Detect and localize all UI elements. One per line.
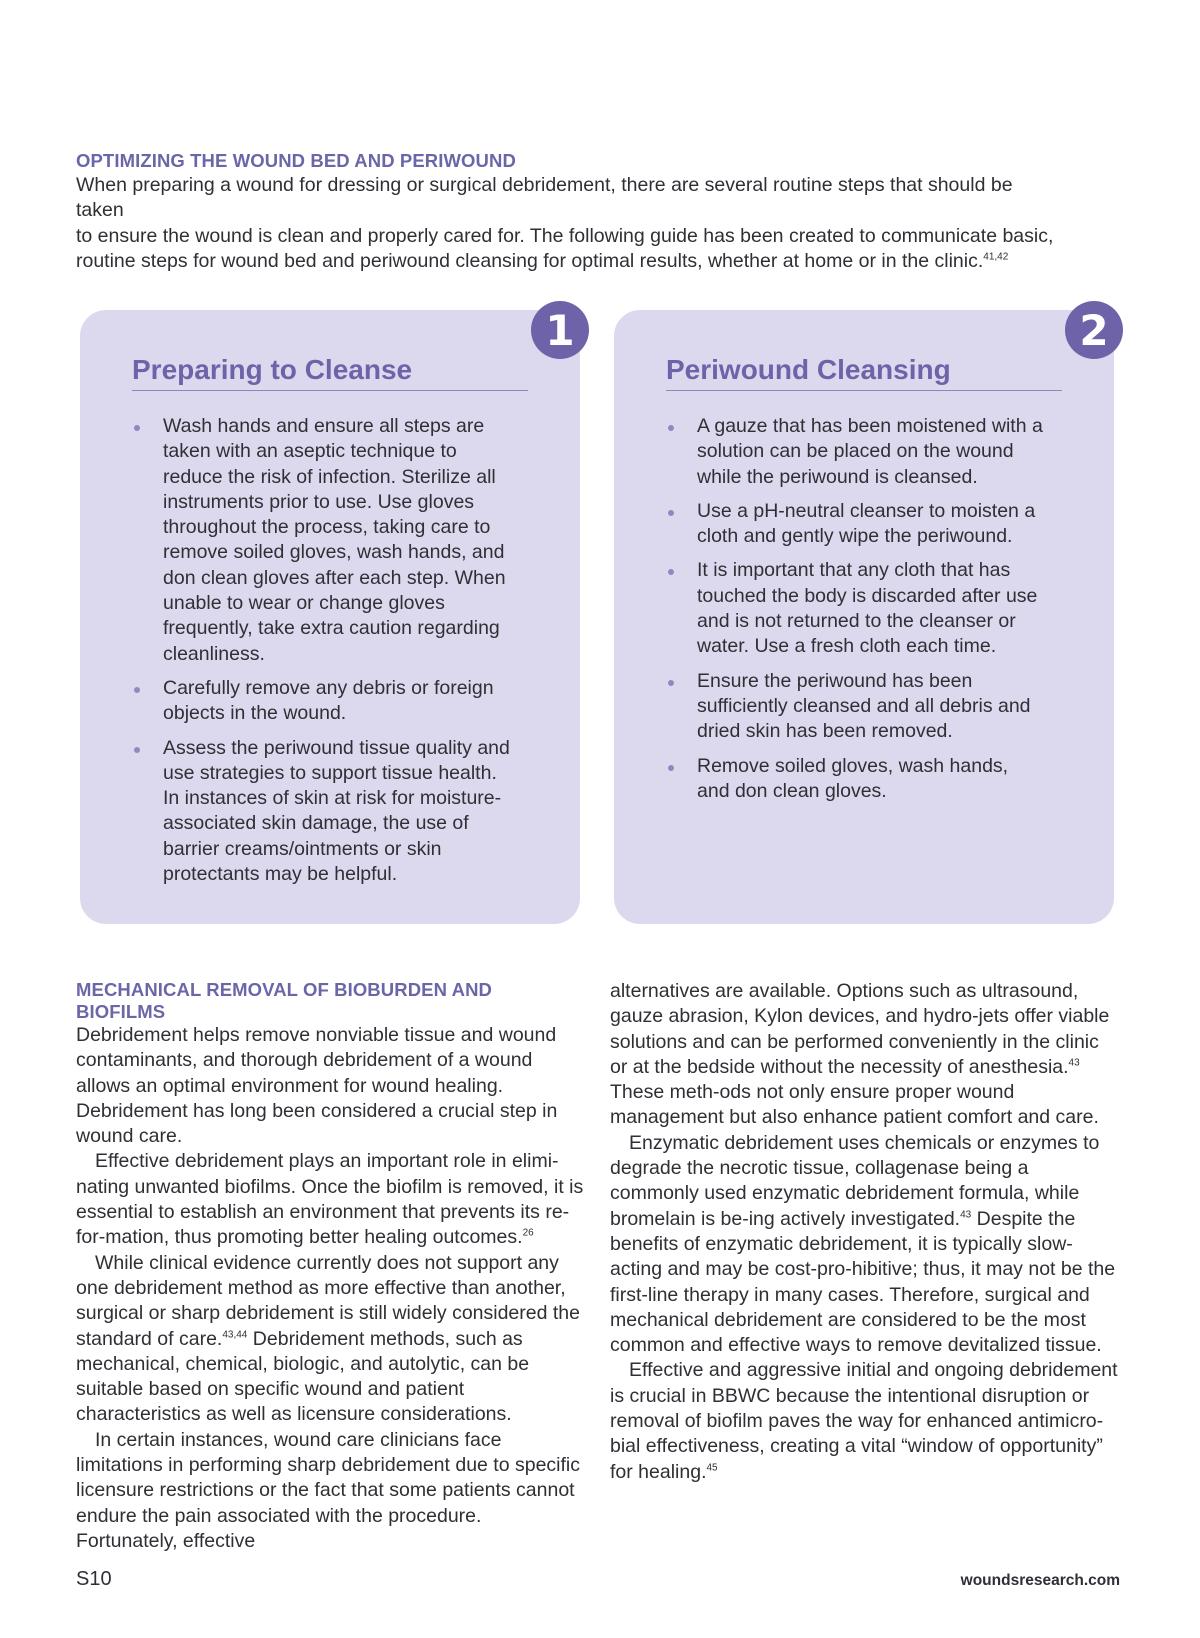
paragraph [610,979,1120,1131]
article-column-right [610,979,1120,1485]
card-title: Periwound Cleansing [666,354,1062,391]
bullet-dot-icon [668,425,674,431]
page-number: S10 [76,1568,112,1590]
intro-line-2: to ensure the wound is clean and properly cared for. The following guide has been created to communicate basic, [76,224,1054,247]
paragraph [610,1358,1120,1484]
bullet-item [666,499,1046,550]
paragraph [610,1131,1120,1359]
bullet-dot-icon [134,747,140,753]
bullet-item [666,414,1046,490]
bullet-dot-icon [668,510,674,516]
bullet-item [666,669,1046,745]
reference: 26 [522,1227,534,1239]
paragraph-text: Effective debridement plays an important role in elimi-nating unwanted biofilms. Once the biofilm is removed, it is essential to establish an environment that prevents its re-for-mation, thus promoting better healing outcomes. [76,1150,584,1249]
paragraph: Debridement helps remove nonviable tissue and wound contaminants, and thorough debridement of a wound allows an optimal environment for wound healing. Debridement has long been considered a crucial step in wound care. [76,1024,558,1148]
paragraph-text: Despite the benefits of enzymatic debridement, it is typically slow-acting and may be cost-pro-hibitive; thus, it may not be the first-line therapy in many cases. Therefore, surgical and mechanical debridement are considered to be the most common and effective ways to remove devitalized tissue. [610,1207,1116,1357]
paragraph [76,1149,586,1250]
bullet-item [132,414,512,667]
bullet-dot-icon [668,569,674,575]
bullet-text: Use a pH-neutral cleanser to moisten a cloth and gently wipe the periwound. [697,499,1036,548]
article-column-left [76,979,586,1554]
bullet-item [666,754,1046,805]
bullet-list [666,414,1046,813]
bullet-item [132,676,512,727]
paragraph-text: Enzymatic debridement uses chemicals or enzymes to degrade the necrotic tissue, collagenase being a commonly used enzymatic debridement formula, while bromelain is be-ing actively investigated. [610,1131,1100,1230]
bullet-text: A gauze that has been moistened with a solution can be placed on the wound while the periwound is cleansed. [697,415,1043,488]
intro-reference: 41,42 [983,251,1009,263]
bullet-text: Wash hands and ensure all steps are taken with an aseptic technique to reduce the risk of infection. Sterilize all instruments prior to use. Use gloves throughout the process, taking care to remove soiled gloves, wash hands, and don clean gloves after each step. When unable to wear or change gloves frequently, take extra caution regarding cleanliness. [163,415,506,665]
bullet-dot-icon [668,680,674,686]
paragraph: In certain instances, wound care clinicians face limitations in performing sharp debridement due to specific licensure restrictions or the fact that some patients cannot endure the pain associated with the procedure. Fortunately, effective [76,1428,581,1552]
website-url: woundsresearch.com [960,1572,1120,1589]
paragraph-text: Debridement methods, such as mechanical, chemical, biologic, and autolytic, can be suitable based on specific wound and patient characteristics as well as licensure considerations. [76,1327,530,1426]
card-title: Preparing to Cleanse [132,354,528,391]
reference: 43,44 [222,1329,248,1341]
bullet-list [132,414,512,896]
card-preparing-to-cleanse [80,305,580,924]
bullet-text: Carefully remove any debris or foreign objects in the wound. [163,676,494,725]
step-number-badge: 1 [531,301,589,359]
reference: 43 [960,1209,972,1221]
paragraph-text: Effective and aggressive initial and ongoing debridement is crucial in BBWC because the intentional disruption or removal of biofilm paves the way for enhanced antimicro-bial effectiveness, creating a vital “window of opportunity” for healing. [610,1359,1118,1483]
bullet-dot-icon [668,765,674,771]
intro-heading: OPTIMIZING THE WOUND BED AND PERIWOUND [76,150,516,171]
intro-line-1: When preparing a wound for dressing or surgical debridement, there are several routine steps that should be taken [76,174,1013,222]
step-number-badge: 2 [1065,301,1123,359]
bullet-text: It is important that any cloth that has touched the body is discarded after use and is not returned to the cleanser or water. Use a fresh cloth each time. [697,559,1038,658]
paragraph-text: These meth-ods not only ensure proper wound management but also enhance patient comfort and care. [610,1081,1099,1129]
bullet-dot-icon [134,687,140,693]
intro-section [76,150,1056,274]
bullet-item [132,736,512,888]
reference: 43 [1068,1057,1080,1069]
bullet-dot-icon [134,425,140,431]
bullet-text: Ensure the periwound has been sufficiently cleansed and all debris and dried skin has been removed. [697,669,1031,743]
paragraph-text: alternatives are available. Options such as ultrasound, gauze abrasion, Kylon devices, and hydro-jets offer viable solutions and can be performed conveniently in the clinic or at the bedside without the necessity of anesthesia. [610,980,1110,1078]
intro-line-3: routine steps for wound bed and periwound cleansing for optimal results, whether at home or in the clinic. [76,249,984,272]
bullet-item [666,558,1046,659]
reference: 45 [706,1462,718,1474]
intro-paragraph [76,173,1056,274]
card-periwound-cleansing [614,305,1114,924]
paragraph-text: While clinical evidence currently does not support any one debridement method as more effective than another, surgical or sharp debridement is still widely considered the standard of care. [76,1251,580,1350]
mechanical-heading: MECHANICAL REMOVAL OF BIOBURDEN AND BIOFILMS [76,979,492,1022]
paragraph [76,1251,586,1428]
bullet-text: Assess the periwound tissue quality and use strategies to support tissue health. In instances of skin at risk for moisture-associated skin damage, the use of barrier creams/ointments or skin protectants may be helpful. [163,736,510,886]
bullet-text: Remove soiled gloves, wash hands, and don clean gloves. [697,754,1009,802]
